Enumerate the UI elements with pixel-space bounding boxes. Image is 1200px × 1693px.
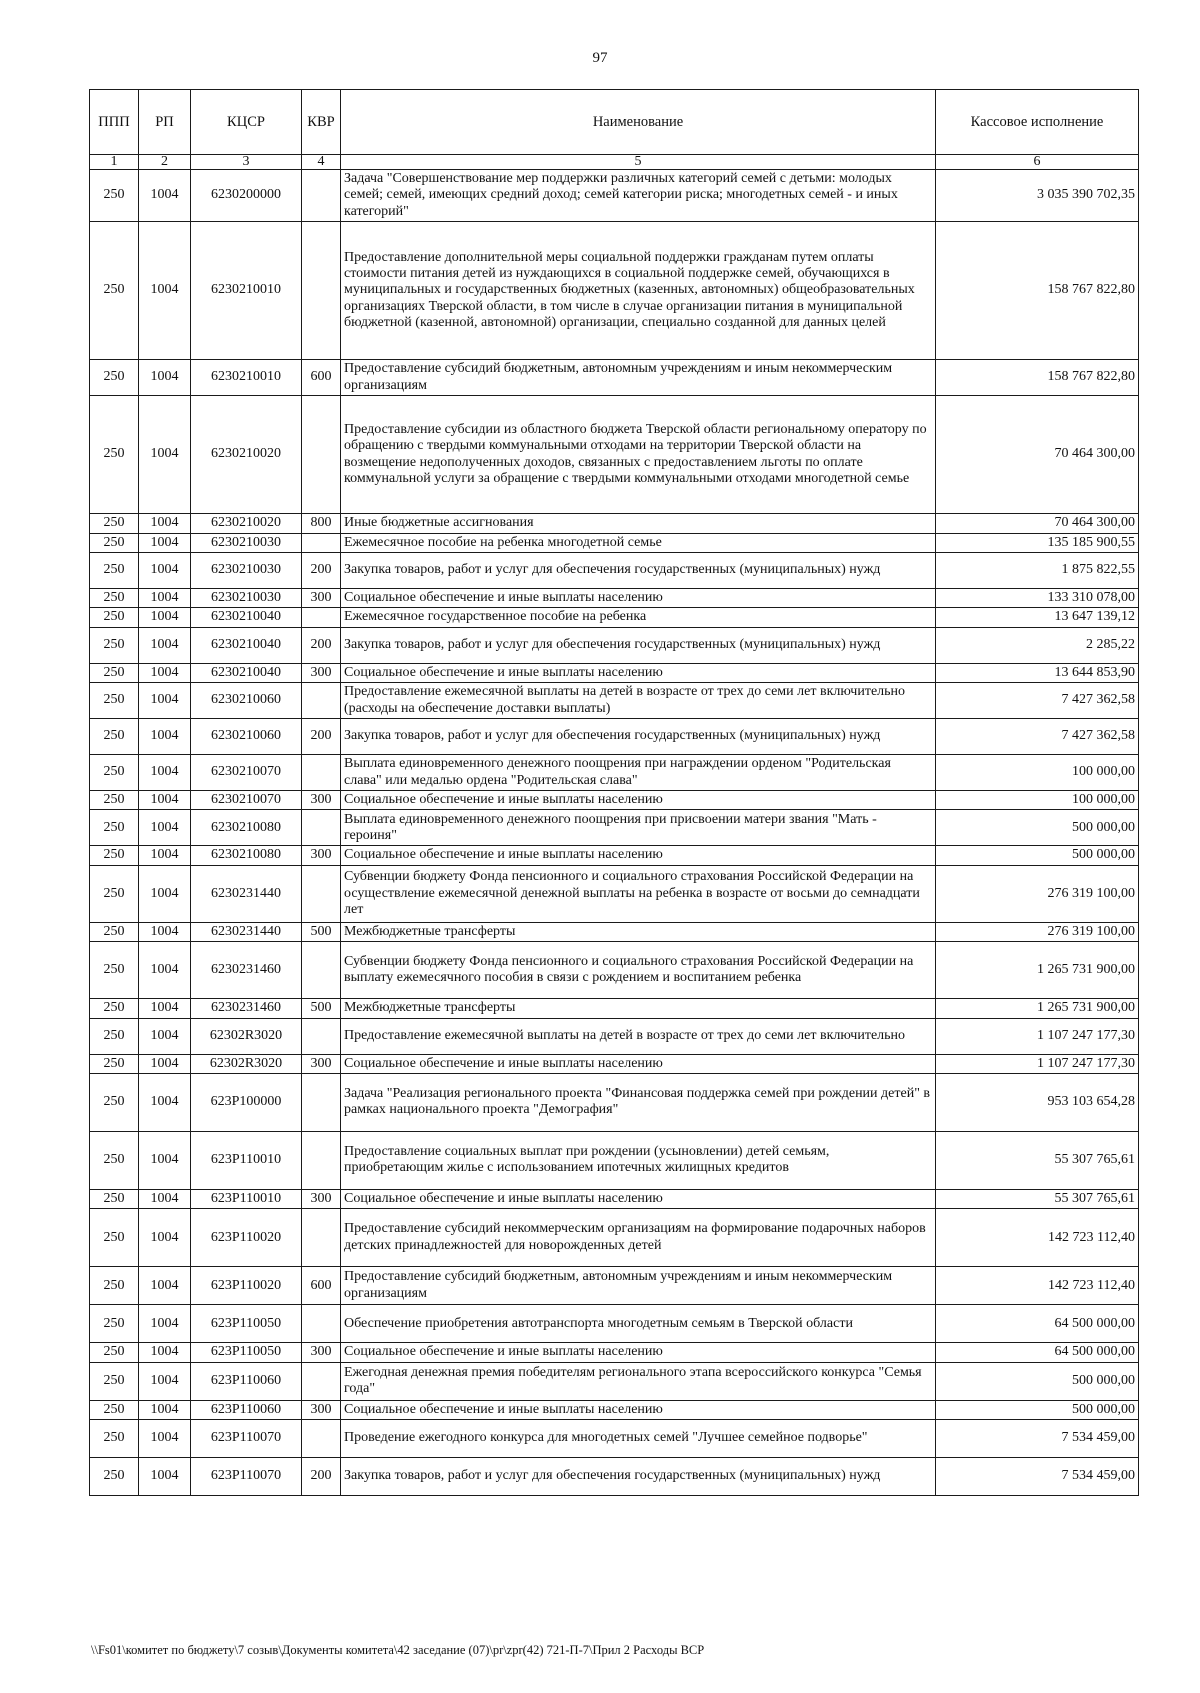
cell-amount: 276 319 100,00 bbox=[936, 922, 1139, 941]
table-row bbox=[90, 1209, 1139, 1267]
cell-amount: 135 185 900,55 bbox=[936, 533, 1139, 552]
cell-kvr: 200 bbox=[302, 627, 341, 663]
cell-kvr bbox=[302, 222, 341, 360]
cell-name: Социальное обеспечение и иные выплаты населению bbox=[341, 1054, 936, 1073]
cell-name: Предоставление субсидии из областного бюджета Тверской области региональному оператору по обращению с твердыми коммунальными отходами на территории Тверской области на возмещение недополученных доходов, связанных с предоставлением льготы по оплате коммунальной услуги за обращение с твердыми коммунальными отходами многодетной семье bbox=[341, 396, 936, 514]
cell-ppp: 250 bbox=[90, 360, 139, 396]
cell-kcsr: 6230231440 bbox=[191, 865, 302, 922]
cell-kvr bbox=[302, 608, 341, 627]
cell-kcsr: 6230210040 bbox=[191, 627, 302, 663]
cell-rp: 1004 bbox=[139, 1209, 191, 1267]
cell-kcsr: 6230231460 bbox=[191, 999, 302, 1018]
cell-kcsr: 6230210020 bbox=[191, 396, 302, 514]
table-row bbox=[90, 922, 1139, 941]
table-row bbox=[90, 222, 1139, 360]
cell-name: Задача "Реализация регионального проекта "Финансовая поддержка семей при рождении детей" в рамках национального проекта "Демография" bbox=[341, 1073, 936, 1131]
cell-kcsr: 623P110060 bbox=[191, 1362, 302, 1400]
cell-kvr bbox=[302, 1209, 341, 1267]
cell-amount: 158 767 822,80 bbox=[936, 360, 1139, 396]
cell-rp: 1004 bbox=[139, 791, 191, 810]
cell-amount: 7 534 459,00 bbox=[936, 1420, 1139, 1458]
table-row bbox=[90, 1267, 1139, 1305]
cell-kvr bbox=[302, 1018, 341, 1054]
column-index: 5 bbox=[341, 155, 936, 170]
cell-rp: 1004 bbox=[139, 942, 191, 999]
cell-amount: 55 307 765,61 bbox=[936, 1131, 1139, 1189]
expenditure-table bbox=[89, 89, 1139, 1496]
cell-name: Выплата единовременного денежного поощрения при награждении орденом "Родительская слава" или медалью ордена "Родительская слава" bbox=[341, 755, 936, 791]
cell-amount: 13 644 853,90 bbox=[936, 663, 1139, 682]
cell-kcsr: 623P110050 bbox=[191, 1343, 302, 1362]
cell-ppp: 250 bbox=[90, 396, 139, 514]
cell-amount: 500 000,00 bbox=[936, 1400, 1139, 1419]
cell-kcsr: 6230210070 bbox=[191, 755, 302, 791]
table-row bbox=[90, 755, 1139, 791]
cell-rp: 1004 bbox=[139, 396, 191, 514]
table-row bbox=[90, 719, 1139, 755]
cell-kvr: 300 bbox=[302, 791, 341, 810]
cell-kvr bbox=[302, 1305, 341, 1343]
table-row bbox=[90, 1189, 1139, 1208]
cell-kvr: 200 bbox=[302, 552, 341, 588]
cell-kvr: 200 bbox=[302, 719, 341, 755]
cell-rp: 1004 bbox=[139, 922, 191, 941]
footer-file-path: \\Fs01\комитет по бюджету\7 созыв\Документы комитета\42 заседание (07)\pr\zpr(42) 721-П-7\Прил 2 Расходы ВСР bbox=[91, 1643, 705, 1657]
cell-name: Ежемесячное пособие на ребенка многодетной семье bbox=[341, 533, 936, 552]
cell-kcsr: 6230210070 bbox=[191, 791, 302, 810]
cell-kcsr: 6230210010 bbox=[191, 360, 302, 396]
cell-ppp: 250 bbox=[90, 222, 139, 360]
cell-ppp: 250 bbox=[90, 514, 139, 533]
table-row bbox=[90, 627, 1139, 663]
cell-kvr: 300 bbox=[302, 1343, 341, 1362]
cell-rp: 1004 bbox=[139, 1073, 191, 1131]
cell-ppp: 250 bbox=[90, 755, 139, 791]
cell-name: Социальное обеспечение и иные выплаты населению bbox=[341, 588, 936, 607]
cell-kvr: 500 bbox=[302, 922, 341, 941]
cell-kvr bbox=[302, 810, 341, 846]
table-row bbox=[90, 1054, 1139, 1073]
cell-kvr: 300 bbox=[302, 1054, 341, 1073]
cell-kvr: 500 bbox=[302, 999, 341, 1018]
cell-amount: 3 035 390 702,35 bbox=[936, 170, 1139, 222]
cell-name: Предоставление ежемесячной выплаты на детей в возрасте от трех до семи лет включительно (расходы на обеспечение доставки выплаты) bbox=[341, 683, 936, 719]
cell-rp: 1004 bbox=[139, 1054, 191, 1073]
cell-ppp: 250 bbox=[90, 1343, 139, 1362]
cell-name: Межбюджетные трансферты bbox=[341, 922, 936, 941]
cell-ppp: 250 bbox=[90, 719, 139, 755]
cell-kcsr: 6230231440 bbox=[191, 922, 302, 941]
cell-kvr: 300 bbox=[302, 846, 341, 865]
cell-kcsr: 623P100000 bbox=[191, 1073, 302, 1131]
cell-kvr bbox=[302, 755, 341, 791]
cell-name: Выплата единовременного денежного поощрения при присвоении матери звания "Мать - героиня" bbox=[341, 810, 936, 846]
cell-kcsr: 623P110070 bbox=[191, 1420, 302, 1458]
cell-amount: 500 000,00 bbox=[936, 810, 1139, 846]
table-row bbox=[90, 865, 1139, 922]
cell-kcsr: 6230231460 bbox=[191, 942, 302, 999]
table-row bbox=[90, 552, 1139, 588]
column-index: 2 bbox=[139, 155, 191, 170]
cell-name: Проведение ежегодного конкурса для многодетных семей "Лучшее семейное подворье" bbox=[341, 1420, 936, 1458]
cell-name: Субвенции бюджету Фонда пенсионного и социального страхования Российской Федерации на выплату ежемесячного пособия в связи с рождением и воспитанием ребенка bbox=[341, 942, 936, 999]
cell-amount: 158 767 822,80 bbox=[936, 222, 1139, 360]
cell-amount: 64 500 000,00 bbox=[936, 1305, 1139, 1343]
cell-kvr: 800 bbox=[302, 514, 341, 533]
cell-ppp: 250 bbox=[90, 942, 139, 999]
cell-ppp: 250 bbox=[90, 1073, 139, 1131]
page-number: 97 bbox=[592, 50, 608, 66]
cell-kcsr: 623P110010 bbox=[191, 1189, 302, 1208]
cell-name: Социальное обеспечение и иные выплаты населению bbox=[341, 1400, 936, 1419]
cell-name: Ежегодная денежная премия победителям регионального этапа всероссийского конкурса "Семья года" bbox=[341, 1362, 936, 1400]
cell-amount: 500 000,00 bbox=[936, 846, 1139, 865]
cell-name: Закупка товаров, работ и услуг для обеспечения государственных (муниципальных) нужд bbox=[341, 627, 936, 663]
cell-ppp: 250 bbox=[90, 533, 139, 552]
cell-name: Предоставление субсидий бюджетным, автономным учреждениям и иным некоммерческим организациям bbox=[341, 1267, 936, 1305]
cell-rp: 1004 bbox=[139, 1018, 191, 1054]
header-amount: Кассовое исполнение bbox=[936, 90, 1139, 155]
cell-kvr: 300 bbox=[302, 663, 341, 682]
cell-ppp: 250 bbox=[90, 1458, 139, 1496]
table-row bbox=[90, 170, 1139, 222]
cell-kcsr: 6230200000 bbox=[191, 170, 302, 222]
cell-kcsr: 6230210020 bbox=[191, 514, 302, 533]
table-row bbox=[90, 360, 1139, 396]
cell-amount: 1 107 247 177,30 bbox=[936, 1018, 1139, 1054]
cell-kvr: 300 bbox=[302, 588, 341, 607]
cell-rp: 1004 bbox=[139, 663, 191, 682]
cell-ppp: 250 bbox=[90, 170, 139, 222]
cell-rp: 1004 bbox=[139, 1362, 191, 1400]
cell-amount: 1 107 247 177,30 bbox=[936, 1054, 1139, 1073]
cell-rp: 1004 bbox=[139, 999, 191, 1018]
cell-kcsr: 6230210040 bbox=[191, 663, 302, 682]
cell-ppp: 250 bbox=[90, 588, 139, 607]
cell-ppp: 250 bbox=[90, 1400, 139, 1419]
cell-amount: 70 464 300,00 bbox=[936, 396, 1139, 514]
cell-rp: 1004 bbox=[139, 1305, 191, 1343]
cell-amount: 276 319 100,00 bbox=[936, 865, 1139, 922]
cell-amount: 2 285,22 bbox=[936, 627, 1139, 663]
table-row bbox=[90, 999, 1139, 1018]
cell-amount: 133 310 078,00 bbox=[936, 588, 1139, 607]
cell-kvr bbox=[302, 1362, 341, 1400]
column-index: 4 bbox=[302, 155, 341, 170]
cell-kvr: 200 bbox=[302, 1458, 341, 1496]
cell-ppp: 250 bbox=[90, 791, 139, 810]
table-row bbox=[90, 663, 1139, 682]
cell-ppp: 250 bbox=[90, 865, 139, 922]
cell-kcsr: 62302R3020 bbox=[191, 1054, 302, 1073]
cell-ppp: 250 bbox=[90, 1420, 139, 1458]
table-row bbox=[90, 514, 1139, 533]
cell-rp: 1004 bbox=[139, 846, 191, 865]
column-index: 3 bbox=[191, 155, 302, 170]
cell-kcsr: 6230210080 bbox=[191, 810, 302, 846]
cell-amount: 142 723 112,40 bbox=[936, 1267, 1139, 1305]
table-row bbox=[90, 810, 1139, 846]
cell-rp: 1004 bbox=[139, 755, 191, 791]
table-row bbox=[90, 533, 1139, 552]
cell-kcsr: 6230210030 bbox=[191, 552, 302, 588]
column-index: 6 bbox=[936, 155, 1139, 170]
cell-kcsr: 6230210060 bbox=[191, 683, 302, 719]
cell-rp: 1004 bbox=[139, 533, 191, 552]
cell-rp: 1004 bbox=[139, 1400, 191, 1419]
cell-amount: 70 464 300,00 bbox=[936, 514, 1139, 533]
cell-ppp: 250 bbox=[90, 1362, 139, 1400]
cell-kcsr: 6230210060 bbox=[191, 719, 302, 755]
cell-rp: 1004 bbox=[139, 1458, 191, 1496]
header-name: Наименование bbox=[341, 90, 936, 155]
column-index: 1 bbox=[90, 155, 139, 170]
cell-amount: 13 647 139,12 bbox=[936, 608, 1139, 627]
cell-amount: 100 000,00 bbox=[936, 755, 1139, 791]
table-row bbox=[90, 1305, 1139, 1343]
cell-name: Субвенции бюджету Фонда пенсионного и социального страхования Российской Федерации на осуществление ежемесячной денежной выплаты на ребенка в возрасте от восьми до семнадцати лет bbox=[341, 865, 936, 922]
cell-name: Предоставление ежемесячной выплаты на детей в возрасте от трех до семи лет включительно bbox=[341, 1018, 936, 1054]
cell-name: Закупка товаров, работ и услуг для обеспечения государственных (муниципальных) нужд bbox=[341, 719, 936, 755]
cell-kcsr: 623P110050 bbox=[191, 1305, 302, 1343]
cell-kcsr: 6230210080 bbox=[191, 846, 302, 865]
header-kvr: КВР bbox=[302, 90, 341, 155]
table-row bbox=[90, 683, 1139, 719]
cell-rp: 1004 bbox=[139, 222, 191, 360]
table-row bbox=[90, 588, 1139, 607]
cell-ppp: 250 bbox=[90, 999, 139, 1018]
cell-ppp: 250 bbox=[90, 552, 139, 588]
cell-name: Межбюджетные трансферты bbox=[341, 999, 936, 1018]
cell-ppp: 250 bbox=[90, 922, 139, 941]
column-index-row bbox=[90, 155, 1139, 170]
cell-amount: 142 723 112,40 bbox=[936, 1209, 1139, 1267]
cell-rp: 1004 bbox=[139, 170, 191, 222]
cell-amount: 64 500 000,00 bbox=[936, 1343, 1139, 1362]
cell-amount: 7 427 362,58 bbox=[936, 683, 1139, 719]
cell-kvr bbox=[302, 1131, 341, 1189]
cell-kvr: 600 bbox=[302, 360, 341, 396]
cell-kcsr: 6230210010 bbox=[191, 222, 302, 360]
cell-name: Закупка товаров, работ и услуг для обеспечения государственных (муниципальных) нужд bbox=[341, 552, 936, 588]
cell-rp: 1004 bbox=[139, 865, 191, 922]
cell-ppp: 250 bbox=[90, 1018, 139, 1054]
table-row bbox=[90, 1420, 1139, 1458]
header-ppp: ППП bbox=[90, 90, 139, 155]
cell-ppp: 250 bbox=[90, 1305, 139, 1343]
cell-rp: 1004 bbox=[139, 1189, 191, 1208]
cell-amount: 1 265 731 900,00 bbox=[936, 999, 1139, 1018]
table-row bbox=[90, 1343, 1139, 1362]
cell-name: Социальное обеспечение и иные выплаты населению bbox=[341, 846, 936, 865]
cell-name: Социальное обеспечение и иные выплаты населению bbox=[341, 663, 936, 682]
cell-ppp: 250 bbox=[90, 846, 139, 865]
cell-kvr bbox=[302, 942, 341, 999]
cell-kvr bbox=[302, 533, 341, 552]
header-kcsr: КЦСР bbox=[191, 90, 302, 155]
cell-amount: 7 427 362,58 bbox=[936, 719, 1139, 755]
cell-kvr bbox=[302, 1420, 341, 1458]
cell-kcsr: 6230210030 bbox=[191, 588, 302, 607]
cell-kvr bbox=[302, 1073, 341, 1131]
cell-name: Предоставление социальных выплат при рождении (усыновлении) детей семьям, приобретающим жилье с использованием ипотечных жилищных кредитов bbox=[341, 1131, 936, 1189]
table-row bbox=[90, 396, 1139, 514]
table-row bbox=[90, 942, 1139, 999]
cell-rp: 1004 bbox=[139, 810, 191, 846]
cell-kvr: 300 bbox=[302, 1189, 341, 1208]
table-row bbox=[90, 1362, 1139, 1400]
cell-rp: 1004 bbox=[139, 588, 191, 607]
cell-kcsr: 623P110020 bbox=[191, 1267, 302, 1305]
cell-ppp: 250 bbox=[90, 608, 139, 627]
cell-rp: 1004 bbox=[139, 1420, 191, 1458]
cell-ppp: 250 bbox=[90, 1054, 139, 1073]
cell-rp: 1004 bbox=[139, 683, 191, 719]
cell-ppp: 250 bbox=[90, 1131, 139, 1189]
cell-name: Задача "Совершенствование мер поддержки различных категорий семей с детьми: молодых семей; семей, имеющих средний доход; семей категории риска; многодетных семей - и иных категорий" bbox=[341, 170, 936, 222]
cell-kvr bbox=[302, 865, 341, 922]
table-row bbox=[90, 846, 1139, 865]
table-row bbox=[90, 608, 1139, 627]
cell-amount: 7 534 459,00 bbox=[936, 1458, 1139, 1496]
cell-rp: 1004 bbox=[139, 552, 191, 588]
cell-amount: 953 103 654,28 bbox=[936, 1073, 1139, 1131]
cell-kcsr: 623P110010 bbox=[191, 1131, 302, 1189]
cell-rp: 1004 bbox=[139, 719, 191, 755]
cell-amount: 1 875 822,55 bbox=[936, 552, 1139, 588]
cell-kcsr: 62302R3020 bbox=[191, 1018, 302, 1054]
cell-name: Социальное обеспечение и иные выплаты населению bbox=[341, 1189, 936, 1208]
cell-rp: 1004 bbox=[139, 608, 191, 627]
cell-amount: 55 307 765,61 bbox=[936, 1189, 1139, 1208]
cell-kvr: 300 bbox=[302, 1400, 341, 1419]
cell-kvr: 600 bbox=[302, 1267, 341, 1305]
cell-kvr bbox=[302, 683, 341, 719]
cell-rp: 1004 bbox=[139, 1131, 191, 1189]
cell-ppp: 250 bbox=[90, 1209, 139, 1267]
cell-name: Предоставление субсидий бюджетным, автономным учреждениям и иным некоммерческим организациям bbox=[341, 360, 936, 396]
cell-name: Социальное обеспечение и иные выплаты населению bbox=[341, 1343, 936, 1362]
cell-kcsr: 623P110020 bbox=[191, 1209, 302, 1267]
table-body bbox=[90, 170, 1139, 1496]
table-row bbox=[90, 1400, 1139, 1419]
cell-name: Иные бюджетные ассигнования bbox=[341, 514, 936, 533]
cell-amount: 100 000,00 bbox=[936, 791, 1139, 810]
table-row bbox=[90, 791, 1139, 810]
table-row bbox=[90, 1018, 1139, 1054]
cell-rp: 1004 bbox=[139, 627, 191, 663]
header-rp: РП bbox=[139, 90, 191, 155]
cell-name: Обеспечение приобретения автотранспорта многодетным семьям в Тверской области bbox=[341, 1305, 936, 1343]
cell-ppp: 250 bbox=[90, 1267, 139, 1305]
cell-ppp: 250 bbox=[90, 627, 139, 663]
table-row bbox=[90, 1458, 1139, 1496]
cell-kcsr: 623P110070 bbox=[191, 1458, 302, 1496]
cell-kcsr: 623P110060 bbox=[191, 1400, 302, 1419]
cell-rp: 1004 bbox=[139, 514, 191, 533]
cell-rp: 1004 bbox=[139, 360, 191, 396]
table-row bbox=[90, 1073, 1139, 1131]
cell-rp: 1004 bbox=[139, 1267, 191, 1305]
cell-name: Предоставление дополнительной меры социальной поддержки гражданам путем оплаты стоимости питания детей из нуждающихся в социальной поддержке семей, обучающихся в муниципальных и государственных бюджетных (казенных, автономных) общеобразовательных организациях Тверской области, в том числе в случае организации питания в муниципальной бюджетной (казенной, автономной) организации, специально созданной для данных целей bbox=[341, 222, 936, 360]
cell-amount: 1 265 731 900,00 bbox=[936, 942, 1139, 999]
cell-kcsr: 6230210040 bbox=[191, 608, 302, 627]
cell-kvr bbox=[302, 170, 341, 222]
cell-kvr bbox=[302, 396, 341, 514]
cell-ppp: 250 bbox=[90, 810, 139, 846]
cell-name: Социальное обеспечение и иные выплаты населению bbox=[341, 791, 936, 810]
cell-ppp: 250 bbox=[90, 663, 139, 682]
table-header-row bbox=[90, 90, 1139, 155]
cell-ppp: 250 bbox=[90, 683, 139, 719]
cell-name: Закупка товаров, работ и услуг для обеспечения государственных (муниципальных) нужд bbox=[341, 1458, 936, 1496]
table-row bbox=[90, 1131, 1139, 1189]
cell-kcsr: 6230210030 bbox=[191, 533, 302, 552]
cell-ppp: 250 bbox=[90, 1189, 139, 1208]
cell-name: Предоставление субсидий некоммерческим организациям на формирование подарочных наборов детских принадлежностей для новорожденных детей bbox=[341, 1209, 936, 1267]
cell-name: Ежемесячное государственное пособие на ребенка bbox=[341, 608, 936, 627]
cell-rp: 1004 bbox=[139, 1343, 191, 1362]
cell-amount: 500 000,00 bbox=[936, 1362, 1139, 1400]
